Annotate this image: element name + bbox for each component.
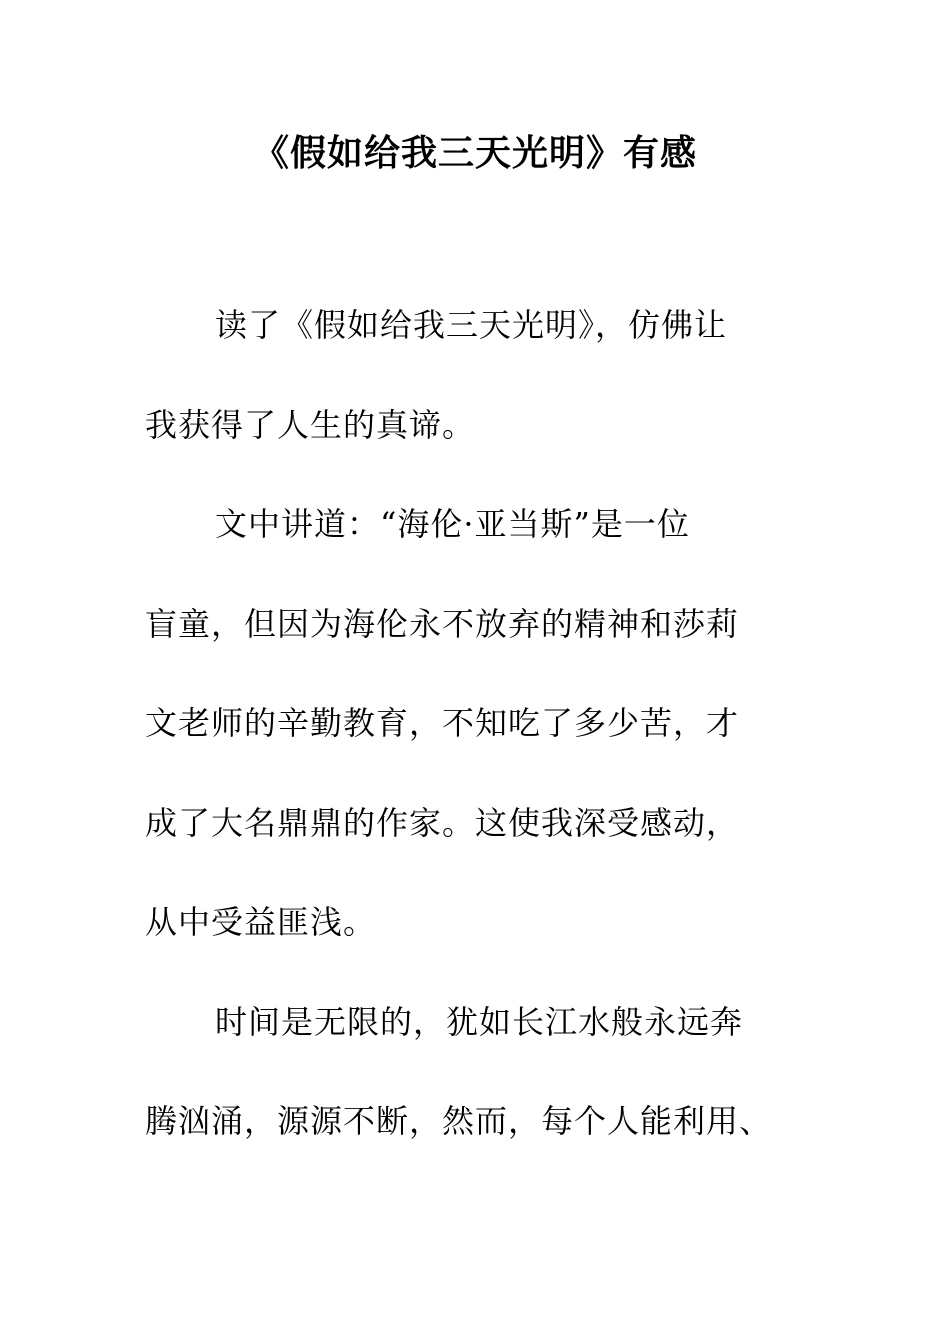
paragraph-3-line-2: 腾汹涌，源源不断，然而，每个人能利用、 [145, 1102, 773, 1140]
paragraph-2-line-3: 文老师的辛勤教育，不知吃了多少苦，才 [145, 704, 740, 742]
paragraph-2-line-1: 文中讲道：“海伦·亚当斯”是一位 [215, 505, 690, 543]
paragraph-1-line-2: 我获得了人生的真谛。 [145, 406, 476, 444]
paragraph-1-line-1: 读了《假如给我三天光明》，仿佛让 [215, 306, 728, 344]
paragraph-2-line-5: 从中受益匪浅。 [145, 903, 377, 941]
paragraph-3-line-1: 时间是无限的，犹如长江水般永远奔 [215, 1003, 744, 1041]
paragraph-2-line-4: 成了大名鼎鼎的作家。这使我深受感动， [145, 804, 740, 842]
document-title: 《假如给我三天光明》有感 [252, 132, 697, 174]
paragraph-2-line-2: 盲童，但因为海伦永不放弃的精神和莎莉 [145, 605, 740, 643]
